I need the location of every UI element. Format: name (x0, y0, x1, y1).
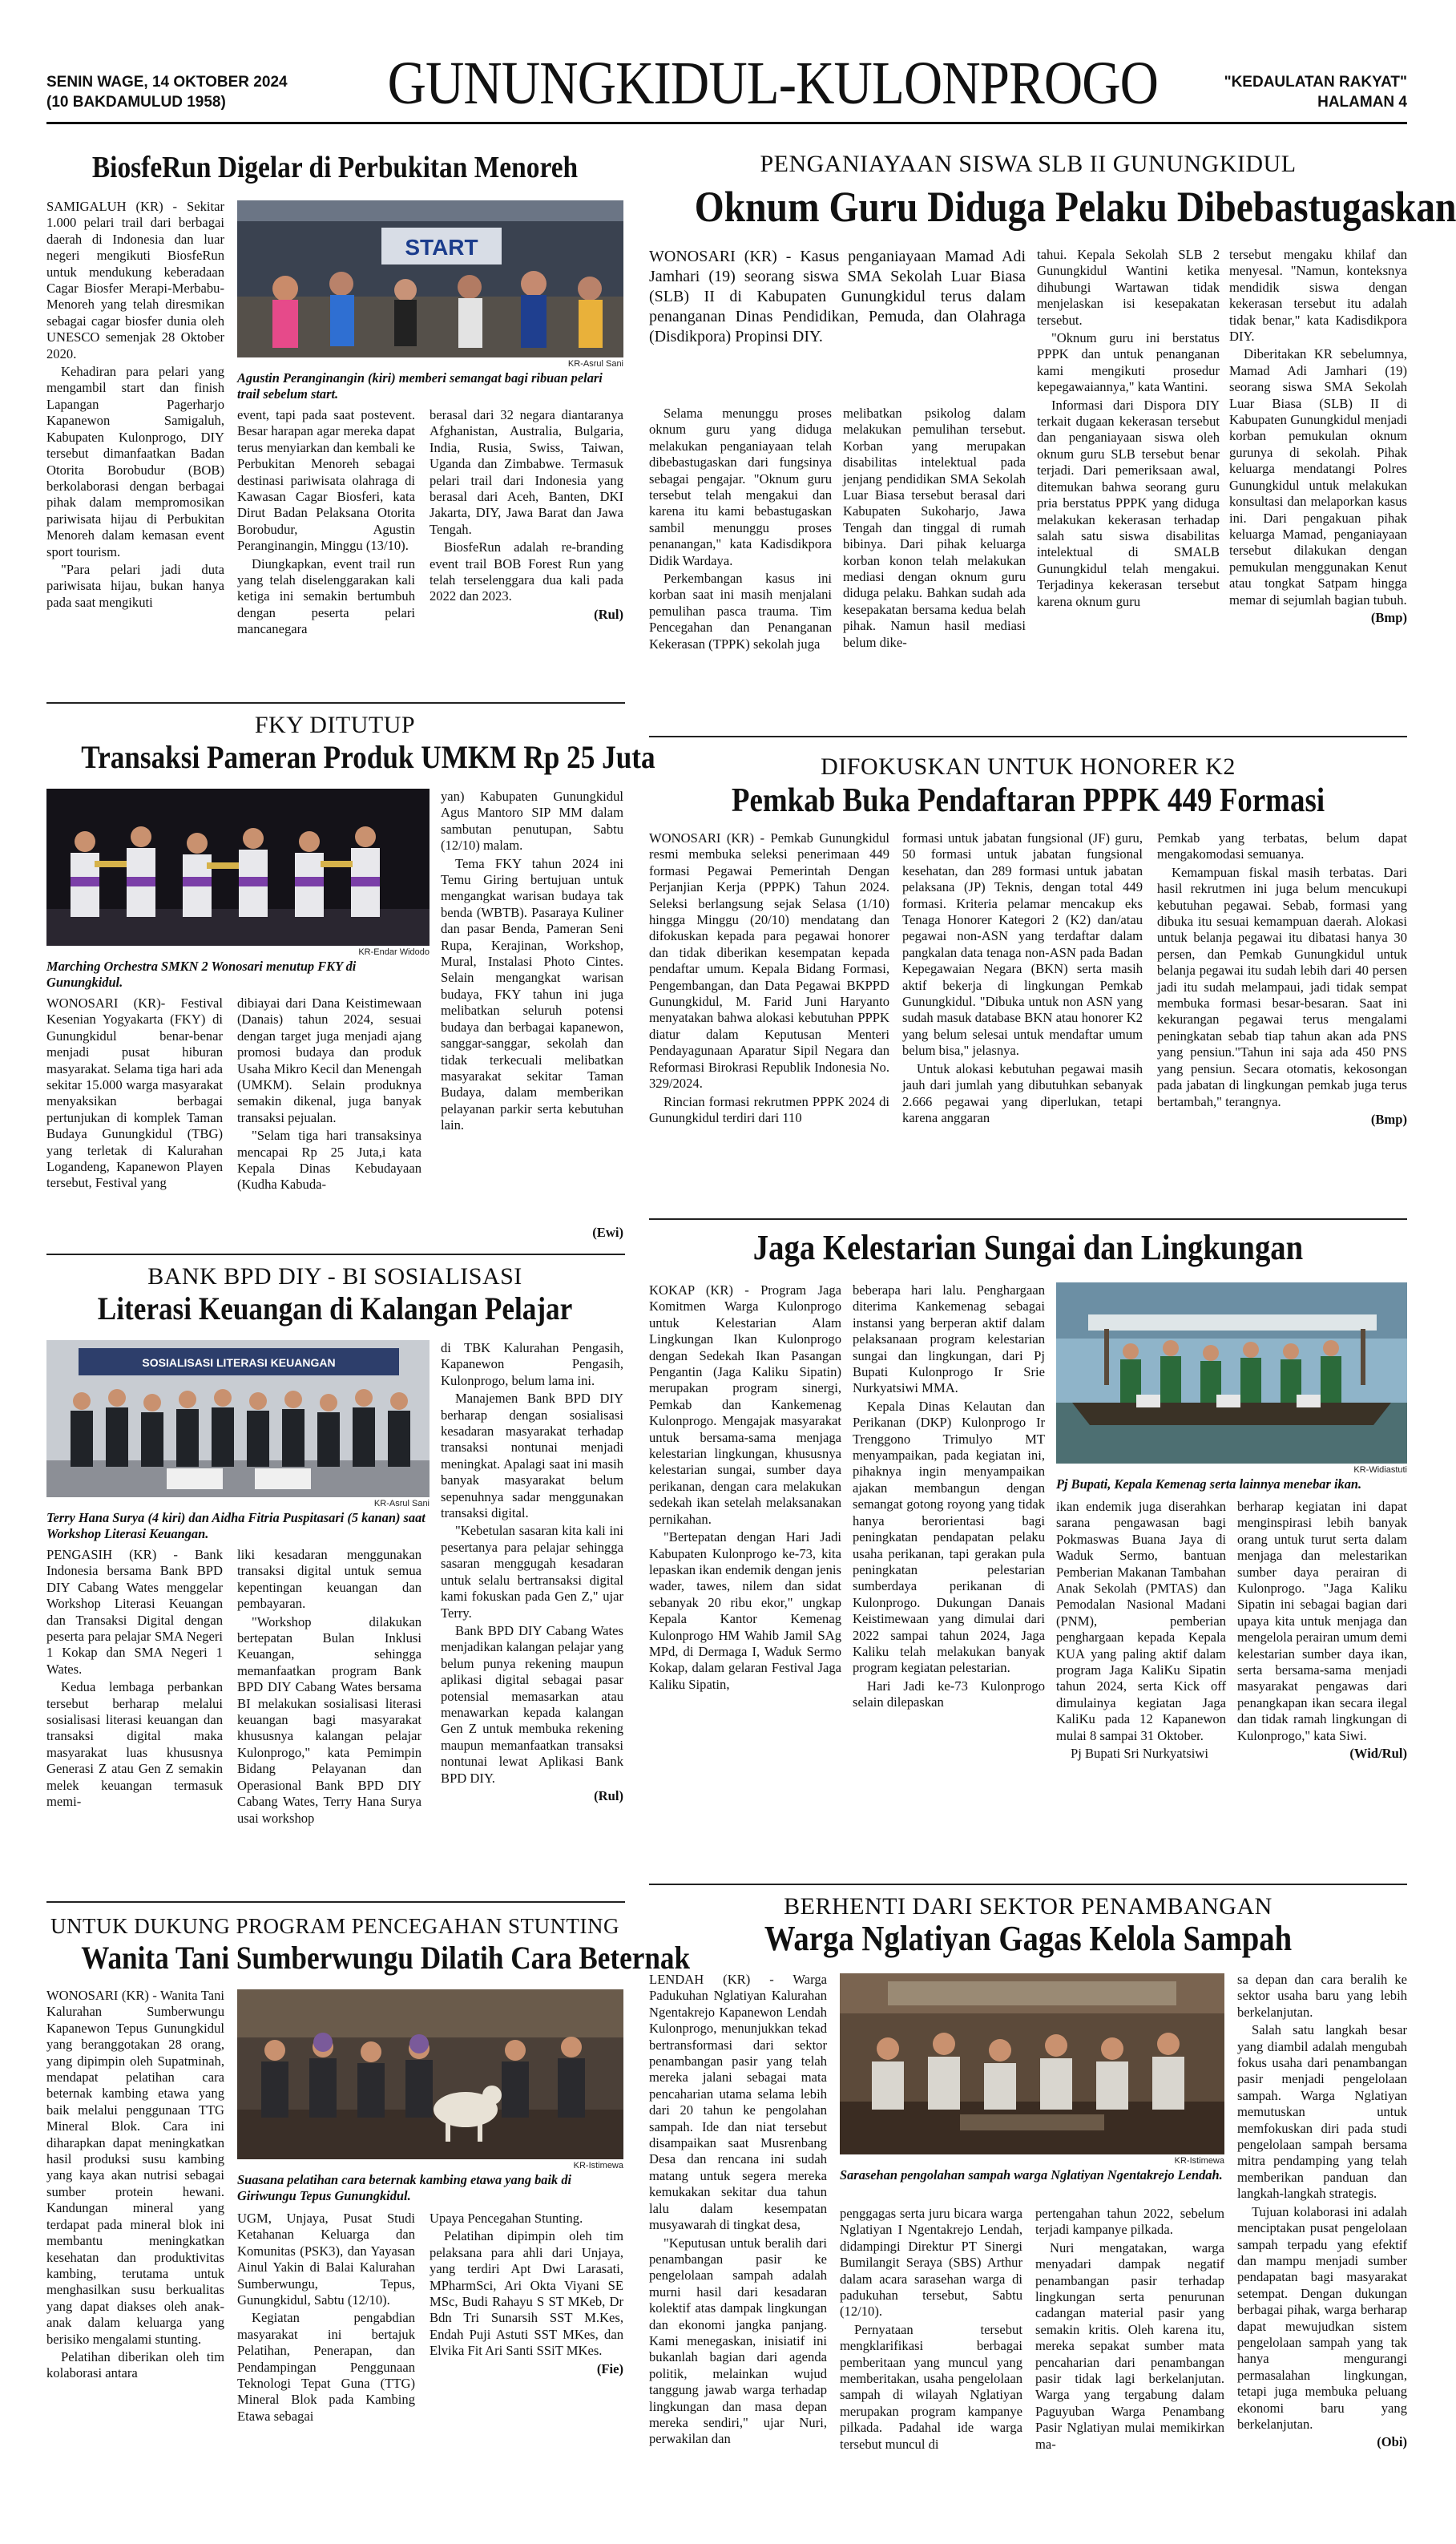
a8-col1 (649, 1972, 827, 2525)
a3-col-right-top (441, 789, 623, 1189)
a6-headline: Jaga Kelestarian Sungai dan Lingkungan (752, 1228, 1304, 1267)
a3-colr-p2: Tema FKY tahun 2024 ini Temu Giring bertujuan untuk mengangkat warisan budaya tak benda (WBTB). Pasaraya Kuliner dan pasar Benda, Pameran Seni Rupa, Kerajinan, Workshop, Mural, Instalasi Photo Cintes. Selain mengangkat warisan budaya, FKY tahun ini juga melibatkan seluruh potensi budaya dan berbagai kapanewon, sanggar-sanggar, sekolah dan tidak terkecuali melibatkan masyarakat sekitar Taman Budaya, dalam memberikan pelayanan parkir serta kebutuhan lain. (441, 855, 623, 1133)
a7-col2-p1: UGM, Unjaya, Pusat Studi Ketahanan Keluarga dan Komunitas (PSK3), dan Yayasan Ainul Yakin di Balai Kalurahan Sumberwungu, Tepus, Gunungkidul, Sabtu (12/10). (237, 2211, 415, 2308)
a8-kicker: BERHENTI DARI SEKTOR PENAMBANGAN (784, 1893, 1272, 1920)
masthead-page: HALAMAN 4 (1317, 94, 1407, 111)
a1-col3-p2: BiosfeRun adalah re-branding event trail BOB Forest Run yang telah terselenggara dua kali pada 2022 dan 2023. (430, 539, 623, 604)
divider (649, 1884, 1407, 1885)
a7-col3-p1: Upaya Pencegahan Stunting. (430, 2211, 583, 2226)
masthead-date: SENIN WAGE, 14 OKTOBER 2024 (46, 74, 288, 91)
a7-headline: Wanita Tani Sumberwungu Dilatih Cara Beternak (81, 1940, 691, 1976)
a1-caption: Agustin Peranginangin (kiri) memberi semangat bagi ribuan pelari trail sebelum start. (237, 370, 603, 402)
a6-col3-p1: ikan endemik juga diserahkan sarana pengawasan bagi Pokmaswas Buana Jaya di Waduk Sermo, bantuan Pemberian Makanan Tambahan Anak Sekolah (PMTAS) dan Pemodalan Nasional Madani (PNM), pemberian penghargaan kepada Kepala KUA yang paling aktif dalam program Jaga KaliKu Sipatin tahun 2024, serta Kick off dimulainya kegiatan Jaga KaliKu pada 12 Kapanewon mulai 8 sampai 31 Oktober. (1056, 1499, 1226, 1743)
a3-colr-p1: yan) Kabupaten Gunungkidul Agus Mantoro SIP MM dalam sambutan penutupan, Sabtu (12/10) malam. (441, 789, 623, 854)
a5-colr-p3: "Kebetulan sasaran kita kali ini pesertanya para pelajar sehingga sasaran menggugah kesadaran untuk selalu bertransaksi digital kami fokuskan pada Gen Z," ujar Terry. (441, 1523, 623, 1621)
a5-banner-text: SOSIALISASI LITERASI KEUANGAN (142, 1356, 336, 1369)
a4-col3-p2: Kemampuan fiskal masih terbatas. Dari hasil rekrutmen ini juga belum mencukupi kebutuhan pegawai. Sebab, formasi yang dibuka itu sesuai kemampuan daerah. Alokasi untuk belanja pegawai itu dibatasi hanya 30 persen, dan Pemkab Gunungkidul untuk belanja pegawai itu sudah lebih dari 40 persen jadi itu sudah melampaui, jadi tidak sempat membuka formasi besar-besaran. Saat ini kekurangan pegawai terus mengalami peningkatan sebab tiap tahun akan ada PNS yang pensiun."Tahun ini saja ada 450 PNS yang pensiun. Secara otomatis, kekosongan pada jabatan di lingkungan pemkab juga terus bertambah," terangnya. (1157, 864, 1407, 1109)
a3-col2-p1: dibiayai dari Dana Keistimewaan (Danais) tahun 2024, sesuai dengan target juga menjadi ajang promosi budaya dan produk Usaha Mikro Kecil dan Menengah (UMKM). Selain produknya semakin dikenal, juga banyak transaksi pejualan. (237, 995, 421, 1125)
a1-photo (237, 200, 623, 357)
a8-col4-p2: Salah satu langkah besar yang diambil adalah mengubah fokus usaha dari penambangan pasir menjadi pengelolaan sampah. Warga Nglatiyan memutuskan untuk memfokuskan diri pada studi pengelolaan sampah bersama mitra pendamping yang telah memberikan panduan dan langkah-langkah strategis. (1237, 2022, 1407, 2202)
a4-headline: Pemkab Buka Pendaftaran PPPK 449 Formasi (731, 782, 1325, 819)
a7-col2-p2: Kegiatan pengabdian masyarakat ini bertajuk Pelatihan, Penerapan, dan Pendampingan Penggunaan Teknologi Tepat Guna (TTG) Mineral Blok pada Kambing Etawa sebagai (237, 2310, 415, 2424)
a3-col1-p1: WONOSARI (KR)- Festival Kesenian Yogyakarta (FKY) di Gunungkidul benar-benar menjadi pusat hiburan masyarakat. Selama tiga hari ada sekitar 15.000 warga masyarakat menyaksikan berbagai pertunjukan di komplek Taman Budaya Gunungkidul (TBG) yang terletak di Kalurahan Logandeng, Kapanewon Playen tersebut, Festival yang (46, 995, 223, 1191)
a8-col2-p1: penggagas serta juru bicara warga Nglatiyan I Ngentakrejo Lendah, didampingi Direktur PT Sinergi Bumilangit Seraya (SBS) Arthur dalam acara sarasehan warga di padukuhan tersebut, Sabtu (12/10). (840, 2206, 1022, 2320)
a1-col1-p1: SAMIGALUH (KR) - Sekitar 1.000 pelari trail dari berbagai daerah di Indonesia dan luar negeri mengikuti BiosfeRun untuk mendukung keberadaan Cagar Biosfer Merapi-Merbabu-Menoreh yang telah diresmikan sebagai cagar biosfer dunia oleh UNESCO semenjak 28 Oktober 2020. (46, 199, 224, 361)
a6-sign: (Wid/Rul) (1349, 1746, 1407, 1762)
a3-headline: Transaksi Pameran Produk UMKM Rp 25 Juta (81, 739, 655, 775)
masthead-brand: "KEDAULATAN RAKYAT" (1224, 74, 1407, 91)
a2-col4-p1: tersebut mengaku khilaf dan menyesal. "Namun, konteksnya mendidik siswa dengan kekerasan tersebut itu adalah tidak benar," kata Kadisdikpora DIY. (1229, 247, 1407, 345)
a8-col3-p2: Nuri mengatakan, warga menyadari dampak negatif penambangan pasir terhadap lingkungan serta penurunan cadangan material pasir yang semakin kritis. Oleh karena itu, mereka sepakat sumber mata pencaharian dari penambangan pasir tidak lagi berkelanjutan. Warga yang tergabung dalam Paguyuban Warga Penambang Pasir Nglatiyan mulai memikirkan ma- (1035, 2239, 1224, 2452)
a3-photo-credit: KR-Endar Widodo (358, 947, 430, 957)
a2-col1-p2: Perkembangan kasus ini korban saat ini masih menjalani pemulihan pasca trauma. Tim Pencegahan dan Penanganan Kekerasan (TPPK) sekolah juga (649, 571, 832, 652)
a8-col4-p1: sa depan dan cara beralih ke sektor usaha baru yang lebih berkelanjutan. (1237, 1972, 1407, 2020)
a5-headline: Literasi Keuangan di Kalangan Pelajar (97, 1290, 573, 1327)
a3-col1 (46, 995, 223, 1244)
a2-sign: (Bmp) (1370, 609, 1407, 625)
a3-photo (46, 789, 430, 946)
a1-col1-p2: Kehadiran para pelari yang mengambil start dan finish Lapangan Pagerharjo Kapanewon Samigaluh, Kabupaten Kulonprogo, DIY tersebut dimanfaatkan Badan Otorita Borobudur (BOB) berkolaborasi dengan berbagai pihak dalam mempromosikan pariwisata hijau di Perbukitan Menoreh dalam kemasan event sport tourism. (46, 364, 224, 559)
a8-col1-p1: LENDAH (KR) - Warga Padukuhan Nglatiyan Kalurahan Ngentakrejo Kapanewon Lendah Kulonprogo, menunjukkan tekad bertransformasi dari sektor penambangan pasir yang telah mereka jalani sebagai mata pencaharian utama selama lebih dari 20 tahun ke pengolahan sampah. Ide dan niat tersebut disampaikan saat Musrenbang Desa dan rencana ini sudah matang untuk segera mereka kemukakan sekitar dua tahun lalu dalam kesempatan musyawarah di tingkat desa, (649, 1972, 827, 2233)
a8-col4 (1237, 1972, 1407, 2526)
a8-col1-p2: "Keputusan untuk beralih dari penambangan pasir ke pengelolaan sampah adalah murni hasil dari kesadaran kolektif atas dampak lingkungan dan ekonomi jangka panjang. Kami menegaskan, inisiatif ini bukanlah bagian dari agenda politik, melainkan wujud tanggung jawab warga terhadap lingkungan dan masa depan mereka sendiri," ujar Nuri, perwakilan dan (649, 2235, 827, 2447)
a8-caption: Sarasehan pengolahan sampah warga Nglatiyan Ngentakrejo Lendah. (840, 2167, 1223, 2183)
divider (46, 1254, 625, 1255)
divider (46, 702, 625, 704)
a6-col3-p2: Pj Bupati Sri Nurkyatsiwi (1071, 1746, 1208, 1762)
a3-sign: (Ewi) (592, 1225, 623, 1240)
a1-sign: (Rul) (594, 606, 623, 622)
a7-col1-p2: Pelatihan diberikan oleh tim kolaborasi antara (46, 2348, 224, 2381)
a7-sign: (Fie) (596, 2360, 623, 2376)
a1-col1-p3: "Para pelari jadi duta pariwisata hijau, bukan hanya pada saat mengikuti (46, 561, 224, 610)
a5-col2-p2: "Workshop dilakukan bertepatan Bulan Inklusi Keuangan, sehingga memanfaatkan program Bank BPD DIY Cabang Wates bersama BI melakukan sosialisasi literasi keuangan bagi masyarakat khususnya kalangan pelajar Kulonprogo," kata Pemimpin Bidang Pelayanan dan Operasional Bank BPD DIY Cabang Wates, Terry Hana Surya usai workshop (237, 1613, 421, 1826)
photo-marching-band-icon (46, 789, 430, 946)
photo-goat-training-icon (237, 1989, 623, 2159)
a6-col1-p2: "Bertepatan dengan Hari Jadi Kabupaten Kulonprogo ke-73, kita lepaskan ikan endemik dengan jenis wader, tawes, nilem dan sidat sebanyak 20 ribu ekor," ungkap Kepala Kantor Kemenag Kulonprogo HM Wahib Jamil SAg MPd, di Dermaga I, Waduk Sermo Kokap, dalam gelaran Festival Jaga Kaliku Sipatin, (649, 1529, 841, 1692)
a2-col3 (1037, 247, 1220, 726)
a2-col1 (649, 406, 832, 726)
a7-col2 (237, 2211, 415, 2523)
a1-col1 (46, 199, 224, 672)
a8-col3-p1: pertengahan tahun 2022, sebelum terjadi kampanye pilkada. (1035, 2206, 1224, 2238)
divider (46, 1901, 625, 1903)
a8-sign: (Obi) (1377, 2434, 1407, 2450)
masthead-date-block (46, 72, 383, 115)
a5-col1 (46, 1547, 223, 1884)
a2-lead: WONOSARI (KR) - Kasus penganiayaan Mamad Adi Jamhari (19) seorang siswa SMA Sekolah Luar Biasa (SLB) II di Kabupaten Gunungkidul terus dalam penanganan Dinas Pendidikan, Pemuda, dan Olahraga (Disdikpora) Propinsi DIY. (649, 248, 1026, 345)
a5-col2 (237, 1547, 421, 1884)
a7-kicker: UNTUK DUKUNG PROGRAM PENCEGAHAN STUNTING (50, 1914, 619, 1938)
a8-photo-credit: KR-Istimewa (1174, 2156, 1224, 2166)
a5-col1-p2: Kedua lembaga perbankan tersebut berharap melalui sosialisasi literasi keuangan dan transaksi digital maka masyarakat luas khususnya Generasi Z atau Gen Z semakin melek keuangan termasuk memi- (46, 1679, 223, 1810)
a6-photo (1056, 1282, 1407, 1464)
a3-col2-p2: "Selam tiga hari transaksinya mencapai Rp 25 Juta,i kata Kepala Dinas Kebudayaan (Kudha Kabuda- (237, 1128, 421, 1193)
a5-photo-credit: KR-Asrul Sani (373, 1499, 430, 1508)
a1-banner-text: START (405, 235, 478, 260)
a5-colr-p4: Bank BPD DIY Cabang Wates menjadikan kalangan pelajar yang belum punya rekening maupun aplikasi digital sebagai pasar potensial memasarkan atau menawarkan kepada kalangan Gen Z untuk membuka rekening maupun memanfaatkan transaksi nontunai lewat Aplikasi Bank BPD DIY. (441, 1622, 623, 1786)
a1-col2-p1: event, tapi pada saat postevent. Besar harapan agar mereka dapat terus menyiarkan dan kembali ke Perbukitan Menoreh sebagai destinasi pariwisata olahraga di Kawasan Cagar Biosferi, kata Dirut Badan Pelaksana Otorita Borobudur, Agustin Peranginangin, Minggu (13/10). (237, 407, 415, 554)
a8-col2 (840, 2206, 1022, 2526)
a7-col1 (46, 1988, 224, 2517)
a8-col2-p2: Pernyataan tersebut mengklarifikasi berbagai pemberitaan yang muncul yang memberitakan, usaha pengelolaan sampah di wilayah Nglatiyan merupakan program kampanye pilkada. Padahal ide warga tersebut muncul di (840, 2321, 1022, 2452)
a6-col2-p1: beberapa hari lalu. Penghargaan diterima Kankemenag sebagai instansi yang berperan aktif dalam pelaksanaan program kelestarian sungai dan lingkungan, dari Pj Bupati Kulonprogo Ir Srie Nurkyatsiwi MMA. (853, 1282, 1045, 1396)
a4-col3-p1: Pemkab yang terbatas, belum dapat mengakomodasi semuanya. (1157, 830, 1407, 862)
a6-col4 (1237, 1499, 1407, 1876)
a6-col1-p1: KOKAP (KR) - Program Jaga Komitmen Warga Kulonprogo untuk Kelestarian Alam Lingkungan Ikan Kulonprogo dengan Sedekah Ikan Pasangan Pengantin (Jaga Kaliku Sipatin) merupakan program sinergi, Pemkab dan Kankemenag Kulonprogo. Mengajak masyarakat untuk bersama-sama menjaga kelestarian lingkungan, khususnya kelestarian sungai, sumber daya perikanan, dengan cara melakukan sedekah ikan setelah melaksanakan pernikahan. (649, 1282, 841, 1527)
a2-col1-p1: Selama menunggu proses oknum guru yang diduga melakukan penganiayaan telah dibebastugaskan dari fungsinya sebagai pengajar. "Oknum guru tersebut telah mengakui dan karena itu kami bebastugaskan sambil menunggu proses penanangan," kata Kadisdikpora Didik Wardaya. (649, 406, 832, 568)
a6-caption: Pj Bupati, Kepala Kemenag serta lainnya menebar ikan. (1056, 1476, 1362, 1492)
a5-caption: Terry Hana Surya (4 kiri) dan Aidha Fitria Puspitasari (5 kanan) saat Workshop Literasi Keuangan. (46, 1510, 426, 1541)
a1-col3 (430, 407, 623, 691)
a5-col2-p1: liki kesadaran menggunakan transaksi digital untuk semua kepentingan keuangan dan pembayaran. (237, 1547, 421, 1612)
divider (649, 1218, 1407, 1220)
a4-col1-p2: Rincian formasi rekrutmen PPPK 2024 di Gunungkidul terdiri dari 110 (649, 1093, 889, 1125)
a7-col3 (430, 2211, 623, 2523)
a2-col3-p3: Informasi dari Dispora DIY terkait dugaan kekerasan tersebut dan penganiayaan siswa oleh oknum guru SLB tersebut benar terjadi. Dari pemeriksaan awal, ditemukan bahwa seorang guru pria berstatus PPPK yang diduga melakukan kekerasan terhadap salah satu siswa disabilitas intelektual di SMALB Gunungkidul telah mengakui. Terjadinya kekerasan tersebut karena oknum guru (1037, 397, 1220, 609)
a5-photo (46, 1340, 430, 1497)
masthead-date-java: (10 BAKDAMULUD 1958) (46, 94, 226, 111)
a2-col3-p1: tahui. Kepala Sekolah SLB 2 Gunungkidul Wantini ketika dihubungi Wartawan tidak menjelaskan isi kesepakatan tersebut. (1037, 247, 1220, 328)
a6-col3 (1056, 1499, 1226, 1876)
a4-sign: (Bmp) (1370, 1111, 1407, 1127)
photo-meeting-icon (840, 1973, 1224, 2154)
a6-col2 (853, 1282, 1045, 1876)
a6-col1 (649, 1282, 841, 1876)
a4-col1-p1: WONOSARI (KR) - Pemkab Gunungkidul resmi membuka seleksi penerimaan 449 formasi Pegawai Pemerintah Dengan Perjanjian Kerja (PPPK) Tahun 2024. Seleksi berlangsung sejak Selasa (1/10) hingga Minggu (20/10) mendatang dan difokuskan kepada para pegawai honorer dan tidak diberikan kesempatan kepada pendaftar umum. Kepala Bidang Formasi, Pengembangan, dan Data Pegawai BKPPD Gunungkidul, M. Farid Juni Haryanto menyatakan bahwa alokasi kebutuhan PPPK diatur dalam Keputusan Menteri Pendayagunaan Aparatur Sipil Negara dan Reformasi Birokrasi Republik Indonesia No. 329/2024. (649, 830, 889, 1092)
a8-photo (840, 1973, 1224, 2154)
a1-col2 (237, 407, 415, 672)
a7-col3-p2: Pelatihan dipimpin oleh tim pelaksana para ahli dari Unjaya, yang terdiri Apt Dwi Larasati, MPharmSci, Ari Okta Viyani SE MSc, Budi Rahayu S ST MKeb, Dr Bdn Tri Sunarsih SST M.Kes, Endah Puji Astuti SST MKes, dan Elvika Fit Ari Santi SSiT MKes. (430, 2228, 623, 2359)
a7-caption: Suasana pelatihan cara beternak kambing etawa yang baik di Giriwungu Tepus Gunungkidul. (237, 2172, 572, 2203)
a5-colr-p1: di TBK Kalurahan Pengasih, Kapanewon Pengasih, Kulonprogo, belum lama ini. (441, 1340, 623, 1388)
a2-col2-p1: melibatkan psikolog dalam melakukan pemulihan tersebut. Korban yang merupakan disabilitas intelektual pada jenjang pendidikan SMA Sekolah Luar Biasa tersebut berasal dari Kabupaten Sukoharjo, Jawa Tengah dan tinggal di rumah bibinya. Dari pihak keluarga korban konon telah melakukan mediasi dengan oknum guru diduga pelaku. Bahkan sudah ada kesepakatan bersama kedua belah pihak. Namun hasil mediasi belum dike- (843, 406, 1026, 650)
a8-col4-p3: Tujuan kolaborasi ini adalah menciptakan pusat pengelolaan sampah terpadu yang efektif dan mampu menjadi sumber pendapatan bagi masyarakat setempat. Dengan dukungan berbagai pihak, warga berharap dapat mewujudkan sistem pengelolaan sampah yang tak hanya mengurangi permasalahan lingkungan, tetapi juga membuka peluang ekonomi baru yang berkelanjutan. (1237, 2203, 1407, 2432)
a2-col2 (843, 406, 1026, 726)
a5-col1-p1: PENGASIH (KR) - Bank Indonesia bersama Bank BPD DIY Cabang Wates menggelar Workshop Literasi Keuangan dan Transaksi Digital dengan peserta para pelajar SMA Negeri 1 Kokap dan SMA Negeri 1 Wates. (46, 1547, 223, 1677)
a8-headline: Warga Nglatiyan Gagas Kelola Sampah (764, 1919, 1293, 1958)
a4-col1 (649, 830, 889, 1231)
section-title: GUNUNGKIDUL-KULONPROGO (387, 50, 1159, 117)
a5-col-right-top (441, 1340, 623, 1893)
a4-col2 (902, 830, 1143, 1231)
a1-photo-credit: KR-Asrul Sani (567, 359, 623, 369)
a3-col2 (237, 995, 421, 1228)
a4-col3 (1157, 830, 1407, 1231)
a2-kicker: PENGANIAYAAN SISWA SLB II GUNUNGKIDUL (760, 151, 1297, 177)
a6-photo-credit: KR-Widiastuti (1353, 1465, 1407, 1475)
a5-colr-p2: Manajemen Bank BPD DIY berharap dengan sosialisasi kesadaran masyarakat terhadap transaksi nontunai menjadi meningkat. Apalagi saat ini masih banyak masyarakat belum sepenuhnya sadar menggunakan transaksi digital. (441, 1391, 623, 1521)
a8-col3 (1035, 2206, 1224, 2526)
a4-kicker: DIFOKUSKAN UNTUK HONORER K2 (821, 753, 1236, 780)
a5-kicker: BANK BPD DIY - BI SOSIALISASI (147, 1263, 522, 1290)
a1-col3-p1: berasal dari 32 negara diantaranya Afghanistan, Australia, Bulgaria, India, Rusia, Swiss, Taiwan, Uganda dan Zimbabwe. Termasuk pelari trail dari Indonesia yang berasal dari Aceh, Banten, DKI Jakarta, DIY, Jawa Barat dan Jawa Tengah. (430, 407, 623, 537)
divider (649, 736, 1407, 737)
a4-col2-p2: Untuk alokasi kebutuhan pegawai masih jauh dari jumlah yang dibutuhkan sebanyak 2.666 pegawai yang diperlukan, tetapi karena anggaran (902, 1060, 1143, 1125)
a4-col2-p1: formasi untuk jabatan fungsional (JF) guru, 50 formasi untuk jabatan fungsional kesehatan, dan 289 formasi untuk jabatan pelaksana (JP) Teknis, dengan total 449 formasi. Kriteria pelamar mencakup eks Tenaga Honorer Kategori 2 (K2) dan/atau pegawai non-ASN yang terdaftar dalam pangkalan data tenaga non-ASN pada Badan Kepegawaian Negara (BKN) serta masih aktif bekerja di lingkungan Pemkab Gunungkidul. "Dibuka untuk non ASN yang sudah masuk database BKN atau honorer K2 yang belum selesai untuk mendaftar umum belum bisa," jelasnya. (902, 830, 1143, 1059)
a2-col3-p2: "Oknum guru ini berstatus PPPK dan untuk penanganan kami mengikuti prosedur kepegawaiannya," kata Wantini. (1037, 330, 1220, 395)
photo-runners-icon (237, 200, 623, 357)
a5-sign: (Rul) (594, 1787, 623, 1803)
masthead-rule (46, 122, 1407, 124)
a7-col1-p1: WONOSARI (KR) - Wanita Tani Kalurahan Sumberwungu Kapanewon Tepus Gunungkidul yang beranggotakan 28 orang, yang dipimpin oleh Supatminah, mendapat pelatihan cara beternak kambing etawa yang baik melalui penggunaan TTG Mineral Blok. Cara ini diharapkan dapat meningkatkan hasil produksi susu kambing yang kaya akan nutrisi sebagai sumber protein hewani. Kandungan mineral yang terdapat pada mineral blok ini membantu meningkatkan kesehatan dan produktivitas kambing, terutama untuk menghasilkan susu berkualitas yang dapat diakses oleh anak-anak dalam keluarga yang berisiko mengalami stunting. (46, 1988, 224, 2347)
a7-photo-credit: KR-Istimewa (573, 2161, 623, 2170)
a1-headline: BiosfeRun Digelar di Perbukitan Menoreh (91, 151, 579, 184)
a6-col2-p3: Hari Jadi ke-73 Kulonprogo selain dilepaskan (853, 1678, 1045, 1710)
a2-col4-p2: Diberitakan KR sebelumnya, Mamad Adi Jamhari (19) seorang siswa SMA Sekolah Luar Biasa (SLB) II di Kabupaten Gunungkidul menjadi korban pemukulan oknum gurunya di sekolah. Pihak keluarga mendatangi Polres Gunungkidul untuk melakukan konsultasi dan melaporkan kasus ini. Dari pengakuan pihak keluarga Mamad, penganiayaan tersebut dilakukan dengan pemukulan menggunakan Kenut atau tongkat Satpam hingga memar di sejumlah bagian tubuh. (1229, 346, 1407, 608)
a6-col2-p2: Kepala Dinas Kelautan dan Perikanan (DKP) Kulonprogo Ir Trenggono Trimulyo MT menyampaikan, pada kegiatan ini, pihaknya ingin menyampaikan ajakan membangun dengan semangat gotong royong yang tidak hanya berorientasi bagi peningkatan pendapatan pelaku usaha perikanan, tapi gerakan pula peningkatan pelestarian sumberdaya perikanan di Kulonprogo. Dukungan Danais Keistimewaan yang dimulai dari 2022 sampai tahun 2024, Jaga Kaliku telah melakukan banyak program kegiatan pelestarian. (853, 1398, 1045, 1676)
a6-col4-p1: berharap kegiatan ini dapat menginspirasi lebih banyak orang untuk turut serta dalam menjaga dan melestarikan sumber daya perairan di Kulonprogo. "Jaga Kaliku Sipatin ini sebagai bagian dari upaya kita untuk menjaga dan mengelola perairan umum demi kelestarian sumber daya ikan, serta bersama-sama menjadi masyarakat pengawas dari penangkapan ikan secara ilegal dan tidak ramah lingkungan di Kulonprogo," kata Siwi. (1237, 1499, 1407, 1743)
a3-sign-wrap (441, 1225, 623, 1244)
a3-kicker: FKY DITUTUP (254, 712, 416, 738)
a2-col4 (1229, 247, 1407, 728)
photo-boat-icon (1056, 1282, 1407, 1464)
a7-photo (237, 1989, 623, 2159)
a1-col2-p2: Diungkapkan, event trail run yang telah diselenggarakan kali ketiga ini semakin bertumbuh dengan peserta pelari mancanegara (237, 555, 415, 637)
masthead-right-block (1154, 72, 1407, 115)
photo-workshop-icon (46, 1340, 430, 1497)
a2-headline: Oknum Guru Diduga Pelaku Dibebastugaskan (694, 183, 1456, 231)
a3-caption: Marching Orchestra SMKN 2 Wonosari menutup FKY di Gunungkidul. (46, 959, 357, 990)
